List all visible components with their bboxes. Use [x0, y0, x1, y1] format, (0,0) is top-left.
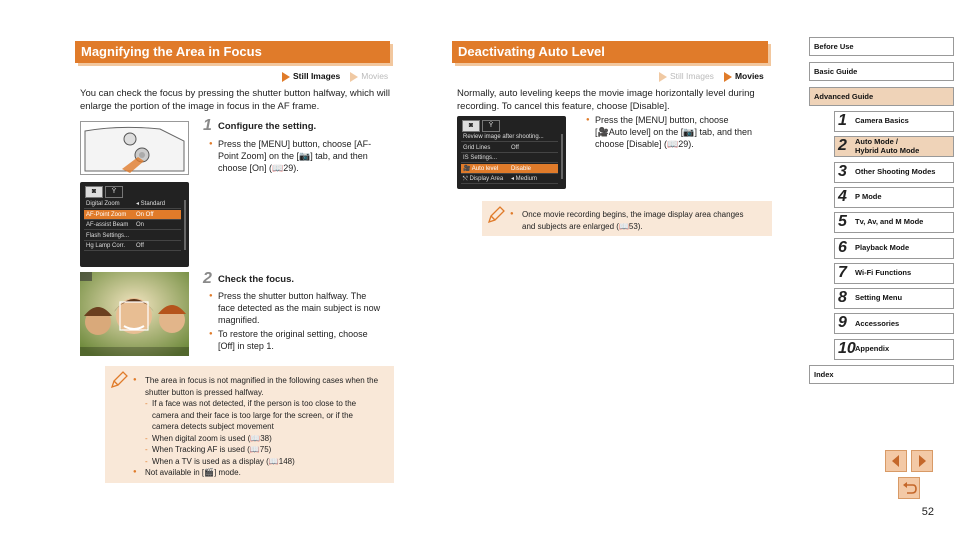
note-line: ● The area in focus is not magnified in the following cases when the — [133, 375, 391, 387]
left-note-text — [133, 375, 391, 479]
left-section-title: Magnifying the Area in Focus — [75, 41, 390, 63]
nav-basic-guide[interactable]: Basic Guide — [809, 62, 954, 81]
note-line: - When digital zoom is used (📖38) — [133, 433, 391, 445]
chapter-number: 9 — [838, 314, 847, 332]
nav-chapter-7[interactable] — [834, 263, 954, 284]
menu-row-value: On Off — [136, 211, 154, 218]
chapter-title: Wi-Fi Functions — [855, 268, 912, 278]
nav-advanced-guide[interactable]: Advanced Guide — [809, 87, 954, 106]
chapter-number: 1 — [838, 112, 847, 129]
movies-tag: Movies — [734, 71, 764, 81]
settings-tab-icon: Ϋ — [105, 186, 123, 198]
nav-chapter-6[interactable] — [834, 238, 954, 259]
menu-row[interactable] — [84, 231, 181, 241]
step-1-title: Configure the setting. — [218, 121, 317, 132]
right-section-title: Deactivating Auto Level — [452, 41, 768, 63]
af-point-zoom-menu-screen — [80, 182, 189, 267]
right-intro: Normally, auto leveling keeps the movie image horizontally level during recording. To cancel this feature, choose [Disable]. — [457, 88, 755, 112]
chapter-number: 4 — [838, 187, 847, 205]
movies-tag: Movies — [361, 71, 389, 81]
menu-row-label: ⤲ Display Area — [463, 176, 504, 182]
menu-row-value: Disable — [511, 165, 532, 172]
still-images-tag: Still Images — [293, 71, 341, 81]
menu-row-label: IS Settings... — [463, 155, 498, 161]
note-line: camera detects subject movement — [152, 422, 274, 431]
menu-row-label: Review image after shooting... — [463, 134, 544, 140]
chapter-title: Other Shooting Modes — [855, 166, 936, 176]
step-1-bullet: ● Press the [MENU] button, choose [AF- Point Zoom] on the [📷] tab, and then choose [On] (📖29). — [209, 138, 404, 174]
nav-chapter-9[interactable] — [834, 313, 954, 334]
right-mode-tags — [659, 71, 764, 82]
pencil-note-icon — [109, 370, 129, 390]
nav-chapter-4[interactable] — [834, 187, 954, 208]
note-line: shutter button is pressed halfway. — [145, 387, 264, 397]
auto-level-menu-screen — [457, 116, 566, 189]
chapter-number: 7 — [838, 263, 847, 281]
chapter-number: 8 — [838, 289, 847, 307]
menu-row-label: AF-Point Zoom — [86, 211, 127, 218]
page-number: 52 — [921, 506, 934, 518]
nav-chapter-8[interactable] — [834, 288, 954, 309]
return-icon — [899, 478, 919, 498]
chapter-title: Playback Mode — [855, 242, 910, 252]
chapter-title: Tv, Av, and M Mode — [855, 217, 924, 227]
chapter-title: Camera Basics — [855, 116, 909, 126]
nav-chapter-1[interactable] — [834, 111, 954, 132]
arrow-left-icon — [886, 451, 906, 471]
camera-top-illustration — [80, 121, 189, 175]
menu-row-value: On — [136, 222, 145, 228]
menu-row-label: Hg Lamp Corr. — [86, 243, 126, 249]
menu-row-label: 🎥 Auto level — [463, 165, 499, 172]
nav-chapter-2[interactable] — [834, 136, 954, 157]
magnified-face-photo — [80, 272, 189, 356]
step-2-number: 2 — [203, 270, 212, 287]
step-2-bullet-2: ● To restore the original setting, choose [Off] in step 1. — [209, 328, 404, 352]
auto-level-bullet: ● Press the [MENU] button, choose [🎥Auto level] on the [📷] tab, and then choose [Disable] (📖29). — [586, 114, 771, 150]
note-line: - If a face was not detected, if the person is too close to the — [133, 398, 391, 410]
nav-chapter-3[interactable] — [834, 162, 954, 183]
menu-row[interactable] — [461, 153, 558, 163]
step-2-bullet-1: ● Press the shutter button halfway. The face detected as the main subject is now magnified. — [209, 290, 404, 326]
menu-row-value: ◂ Medium — [511, 176, 538, 182]
note-line: - When Tracking AF is used (📖75) — [133, 444, 391, 456]
chapter-number: 2 — [838, 137, 847, 155]
chapter-title: Accessories — [855, 318, 900, 328]
menu-row-label: AF-assist Beam — [86, 222, 129, 228]
menu-row-label: Flash Settings... — [86, 232, 130, 239]
camera-tab-icon: ◙ — [462, 120, 480, 132]
chapter-title: Setting Menu — [855, 293, 903, 303]
menu-row[interactable] — [84, 220, 181, 230]
left-mode-tags — [282, 71, 388, 82]
menu-row[interactable] — [461, 174, 558, 184]
note-line: - When a TV is used as a display (📖148) — [133, 456, 391, 468]
return-button[interactable] — [898, 477, 920, 499]
chapter-number: 10 — [838, 339, 856, 357]
menu-row[interactable] — [461, 164, 558, 174]
previous-page-button[interactable] — [885, 450, 907, 472]
next-page-button[interactable] — [911, 450, 933, 472]
nav-before-use[interactable]: Before Use — [809, 37, 954, 56]
menu-row[interactable] — [461, 132, 558, 142]
arrow-right-icon — [912, 451, 932, 471]
nav-index[interactable]: Index — [809, 365, 954, 384]
menu-row[interactable] — [461, 143, 558, 153]
chapter-navigation — [809, 0, 954, 400]
menu-row-label: Digital Zoom — [86, 201, 120, 207]
menu-row[interactable] — [84, 199, 181, 209]
chapter-number: 6 — [838, 238, 847, 256]
settings-tab-icon: Ϋ — [482, 120, 500, 132]
chapter-title: P Mode — [855, 192, 882, 202]
note-line: camera and their face is too large for the screen, or if the — [152, 410, 353, 420]
right-note-text: ● Once movie recording begins, the image display area changes and subjects are enlarged (📖53). — [510, 209, 768, 232]
menu-row-value: Off — [511, 144, 519, 151]
nav-chapter-10[interactable] — [834, 339, 954, 360]
still-images-tag: Still Images — [670, 71, 714, 81]
menu-row[interactable] — [84, 241, 181, 251]
chapter-number: 5 — [838, 213, 847, 231]
menu-row-value: Off — [136, 243, 144, 249]
nav-chapter-5[interactable] — [834, 212, 954, 233]
left-intro: You can check the focus by pressing the shutter button halfway, which will enlarge the portion of the image in focus in the AF frame. — [80, 88, 390, 112]
chapter-title: Auto Mode / Hybrid Auto Mode — [855, 137, 920, 155]
pencil-note-icon — [486, 205, 506, 225]
menu-row-value: ◂ Standard — [136, 201, 166, 207]
menu-row-label: Grid Lines — [463, 144, 491, 151]
camera-tab-icon: ◙ — [85, 186, 103, 198]
step-2-title: Check the focus. — [218, 274, 295, 285]
chapter-title: Appendix — [855, 343, 890, 353]
chapter-number: 3 — [838, 162, 847, 180]
note-line: ● Not available in [🎬] mode. — [133, 467, 391, 479]
menu-row[interactable] — [84, 210, 181, 220]
step-1-number: 1 — [203, 117, 212, 134]
